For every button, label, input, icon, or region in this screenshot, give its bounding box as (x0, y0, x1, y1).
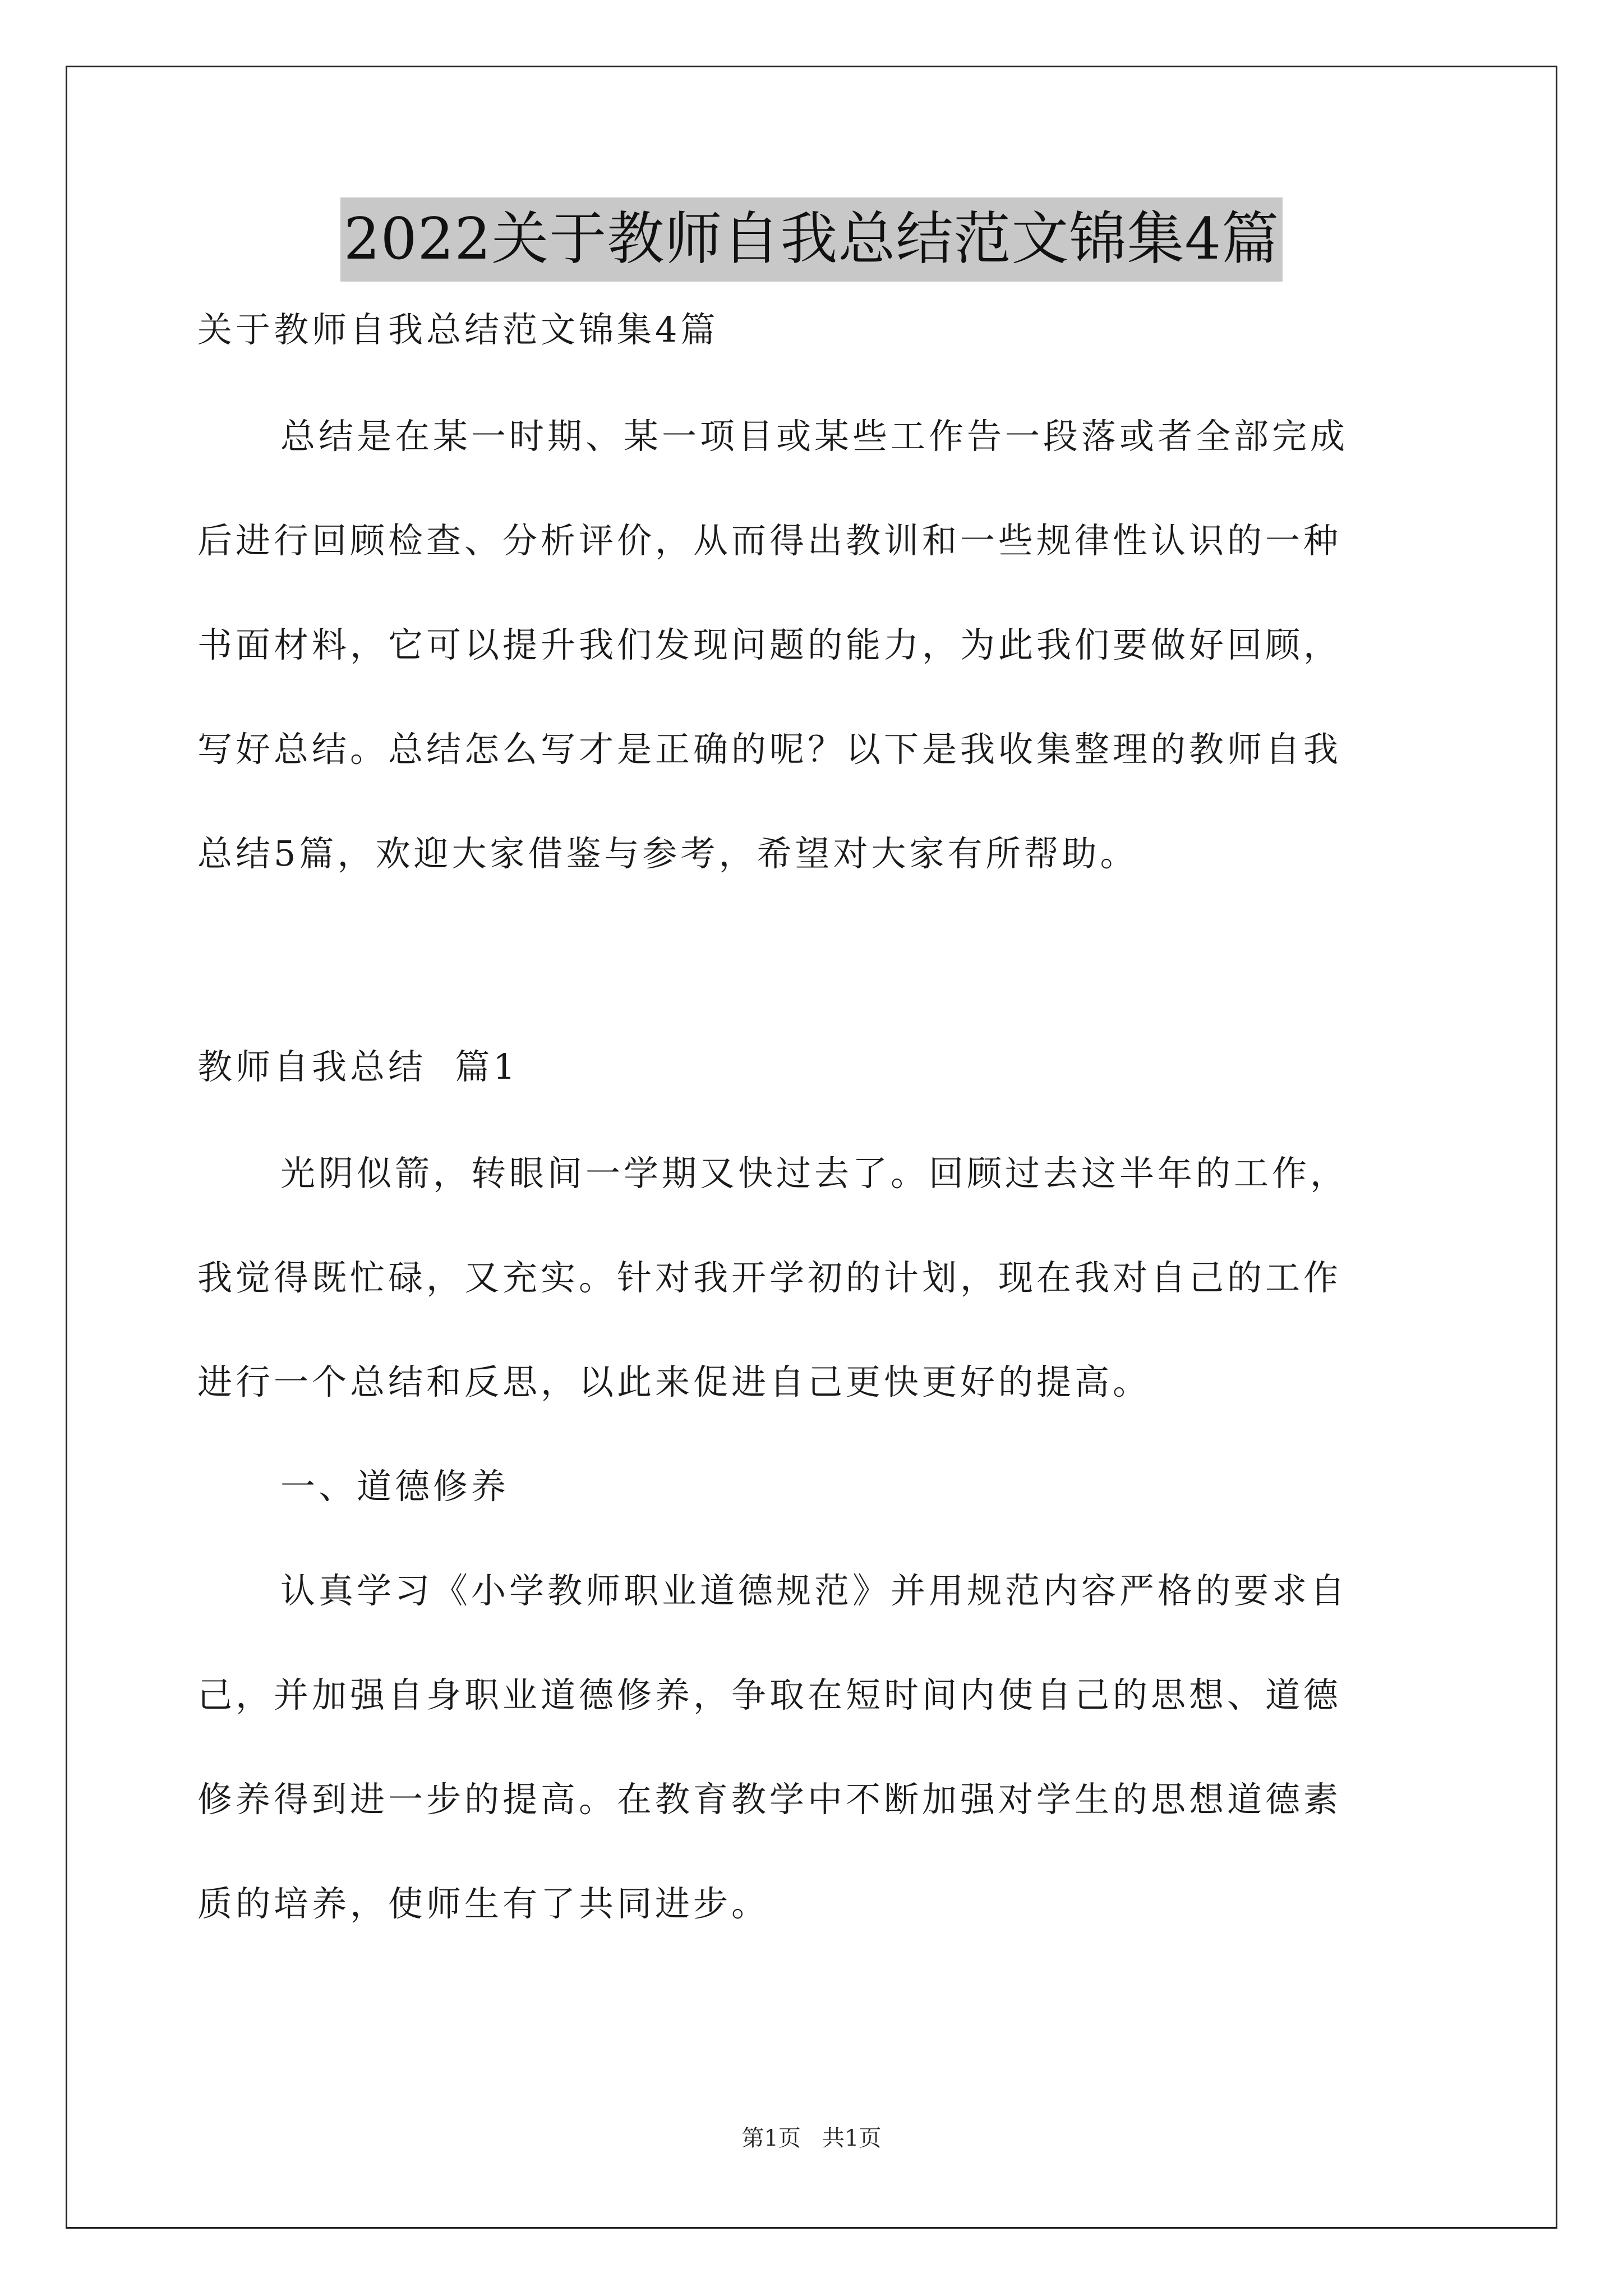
section-line: 我觉得既忙碌，又充实。针对我开学初的计划，现在我对自己的工作 (197, 1257, 1342, 1298)
section-heading: 教师自我总结 篇1 (197, 1046, 519, 1087)
section-paragraph-2 (197, 1564, 1431, 1931)
section-line: 己，并加强自身职业道德修养，争取在短时间内使自己的思想、道德 (197, 1674, 1342, 1715)
page-footer: 第1页 共1页 (741, 2125, 882, 2151)
document-title: 2022关于教师自我总结范文锦集4篇 (340, 197, 1283, 282)
intro-paragraph (197, 409, 1431, 881)
document-body (197, 303, 1431, 1931)
section-line: 进行一个总结和反思，以此来促进自己更快更好的提高。 (197, 1361, 1151, 1402)
subheading-moral-cultivation: 一、道德修养 (280, 1466, 510, 1507)
intro-line: 书面材料，它可以提升我们发现问题的能力，为此我们要做好回顾， (197, 624, 1342, 665)
intro-line: 后进行回顾检查、分析评价，从而得出教训和一些规律性认识的一种 (197, 520, 1342, 561)
section-line: 光阴似箭，转眼间一学期又快过去了。回顾过去这半年的工作， (280, 1153, 1349, 1194)
title-container (0, 197, 1623, 282)
section-line: 修养得到进一步的提高。在教育教学中不断加强对学生的思想道德素 (197, 1779, 1342, 1820)
section-line: 认真学习《小学教师职业道德规范》并用规范内容严格的要求自 (280, 1570, 1349, 1611)
section-paragraph-1 (197, 1147, 1431, 1409)
document-subtitle: 关于教师自我总结范文锦集4篇 (197, 309, 719, 350)
section-line: 质的培养，使师生有了共同进步。 (197, 1883, 770, 1924)
intro-line: 写好总结。总结怎么写才是正确的呢？以下是我收集整理的教师自我 (197, 729, 1342, 770)
intro-line: 总结5篇，欢迎大家借鉴与参考，希望对大家有所帮助。 (197, 833, 1138, 874)
intro-line: 总结是在某一时期、某一项目或某些工作告一段落或者全部完成 (280, 416, 1349, 457)
